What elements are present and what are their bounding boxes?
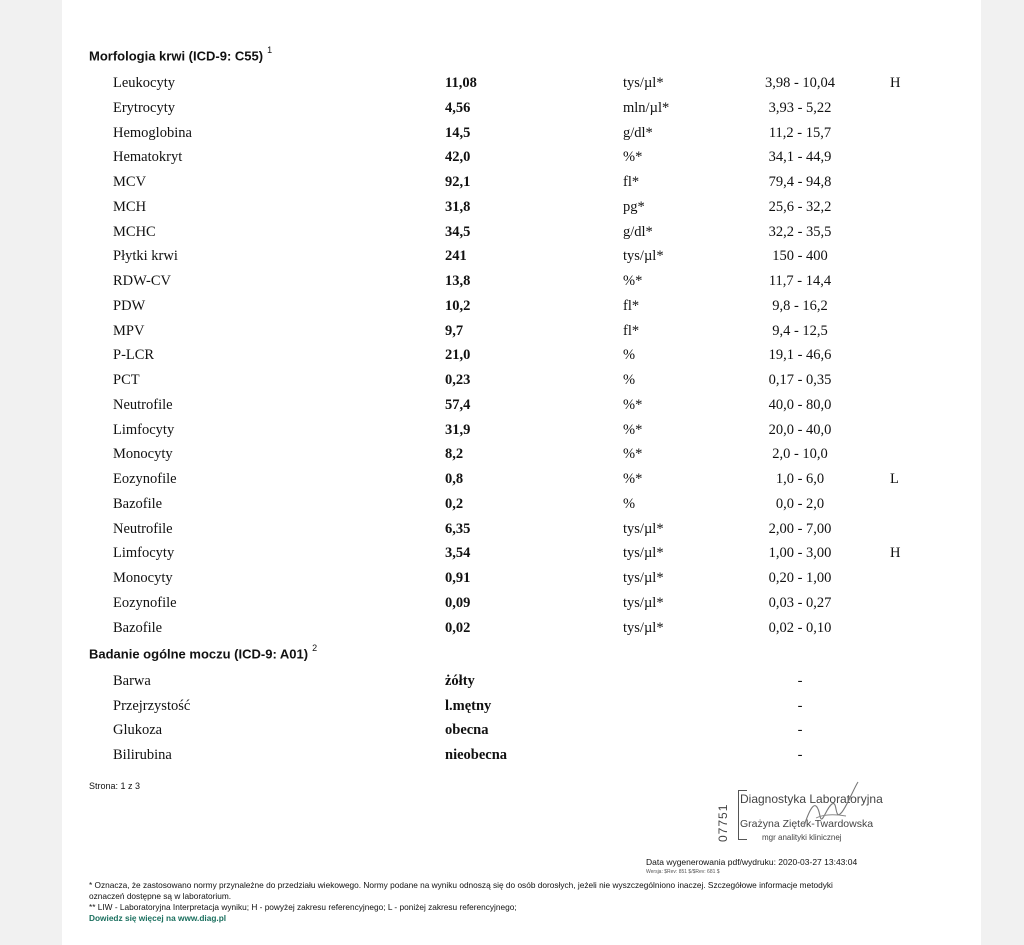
test-unit: g/dl* xyxy=(623,124,653,141)
test-value: 0,23 xyxy=(445,372,471,388)
test-name: P-LCR xyxy=(113,347,155,364)
test-name: Eozynofile xyxy=(113,471,177,487)
reference-range: 9,8 - 16,2 xyxy=(772,297,828,314)
test-unit: tys/µl* xyxy=(623,75,664,91)
test-unit: %* xyxy=(623,149,643,166)
table-row xyxy=(0,199,1024,221)
table-row xyxy=(0,75,1024,97)
reference-range: 11,2 - 15,7 xyxy=(768,124,832,141)
test-name: RDW-CV xyxy=(113,273,171,289)
test-name: Leukocyty xyxy=(113,75,176,91)
lab-stamp xyxy=(716,778,886,844)
test-name: Bazofile xyxy=(113,619,163,636)
test-name: PDW xyxy=(113,297,146,314)
table-row xyxy=(0,496,1024,518)
section-title-urine xyxy=(89,645,317,661)
table-row xyxy=(0,323,1024,345)
more-info-link[interactable]: Dowiedz się więcej na www.diag.pl xyxy=(89,913,227,923)
test-name: Bazofile xyxy=(113,495,163,512)
test-value: żółty xyxy=(445,673,475,689)
page-number: Strona: 1 z 3 xyxy=(89,781,141,791)
test-unit: mln/µl* xyxy=(623,99,670,116)
footnote-3: ** LIW - Laboratoryjna Interpretacja wyniku; H - powyżej zakresu referencyjnego; L - poniżej zakresu referencyjnego; xyxy=(89,902,517,912)
table-row xyxy=(0,248,1024,270)
test-value: 0,2 xyxy=(445,495,464,512)
reference-range: 40,0 - 80,0 xyxy=(768,396,832,413)
test-name: Glukoza xyxy=(113,722,163,738)
reference-range: - xyxy=(797,697,803,714)
reference-range: 2,0 - 10,0 xyxy=(772,446,828,463)
table-row xyxy=(0,698,1024,720)
table-row xyxy=(0,174,1024,196)
test-value: 31,8 xyxy=(445,198,471,215)
reference-range: 2,00 - 7,00 xyxy=(768,520,832,537)
test-value: nieobecna xyxy=(445,746,508,763)
test-unit: tys/µl* xyxy=(623,594,664,611)
reference-range: 19,1 - 46,6 xyxy=(768,347,832,364)
test-name: Hematokryt xyxy=(113,149,183,166)
test-unit: fl* xyxy=(623,174,640,190)
reference-range: 9,4 - 12,5 xyxy=(772,322,828,339)
test-value: 34,5 xyxy=(445,223,471,240)
table-row xyxy=(0,347,1024,369)
table-row xyxy=(0,595,1024,617)
reference-range: 11,7 - 14,4 xyxy=(768,273,832,289)
reference-range: 20,0 - 40,0 xyxy=(768,421,832,438)
reference-range: 0,02 - 0,10 xyxy=(768,619,832,636)
test-value: 6,35 xyxy=(445,520,471,537)
result-flag: H xyxy=(890,545,901,562)
section-note: 1 xyxy=(267,45,273,55)
table-row xyxy=(0,273,1024,295)
reference-range: 150 - 400 xyxy=(772,248,828,265)
test-name: Neutrofile xyxy=(113,520,173,537)
reference-range: 1,00 - 3,00 xyxy=(768,545,832,562)
result-flag: L xyxy=(890,471,899,487)
table-row xyxy=(0,397,1024,419)
test-value: 10,2 xyxy=(445,297,471,314)
reference-range: 0,0 - 2,0 xyxy=(775,495,825,512)
table-row xyxy=(0,722,1024,744)
test-value: 57,4 xyxy=(445,396,471,413)
test-unit: %* xyxy=(623,421,643,438)
test-name: Monocyty xyxy=(113,446,173,463)
table-row xyxy=(0,100,1024,122)
test-unit: tys/µl* xyxy=(623,520,664,537)
stamp-line-1: Diagnostyka Laboratoryjna xyxy=(740,792,883,806)
table-row xyxy=(0,673,1024,695)
table-row xyxy=(0,149,1024,171)
reference-range: 79,4 - 94,8 xyxy=(768,174,832,190)
test-unit: g/dl* xyxy=(623,223,653,240)
test-unit: %* xyxy=(623,446,643,463)
test-unit: tys/µl* xyxy=(623,545,664,562)
table-row xyxy=(0,224,1024,246)
table-row xyxy=(0,422,1024,444)
version-info: Wersja: $Rev: 851 $/$Rev: 681 $ xyxy=(646,869,720,875)
signature-image xyxy=(776,778,886,838)
footnote-1: * Oznacza, że zastosowano normy przynależne do przedziału wiekowego. Normy podane na wyniku odnoszą się do osób dorosłych, jeżeli nie wyszczególniono inaczej. Szczegółowe informacje metodyki xyxy=(89,880,833,890)
test-name: Monocyty xyxy=(113,570,173,586)
test-unit: % xyxy=(623,347,636,364)
test-unit: fl* xyxy=(623,322,640,339)
test-name: Bilirubina xyxy=(113,746,172,763)
reference-range: 3,93 - 5,22 xyxy=(768,99,832,116)
table-row xyxy=(0,521,1024,543)
test-value: 11,08 xyxy=(445,75,477,91)
table-row xyxy=(0,446,1024,468)
table-row xyxy=(0,620,1024,642)
test-name: Hemoglobina xyxy=(113,124,192,141)
test-name: Limfocyty xyxy=(113,421,175,438)
table-row xyxy=(0,545,1024,567)
test-unit: % xyxy=(623,495,636,512)
reference-range: 3,98 - 10,04 xyxy=(764,75,836,91)
section-title-text: Badanie ogólne moczu (ICD-9: A01) xyxy=(89,646,309,662)
table-row xyxy=(0,747,1024,769)
reference-range: - xyxy=(797,722,803,738)
stamp-line-3: mgr analityki klinicznej xyxy=(762,833,842,842)
test-name: MCH xyxy=(113,198,147,215)
test-unit: %* xyxy=(623,273,643,289)
footnote-2: oznaczeń dostępne są w laboratorium. xyxy=(89,891,232,901)
stamp-number: 07751 xyxy=(716,803,730,842)
test-name: Płytki krwi xyxy=(113,248,178,265)
test-unit: tys/µl* xyxy=(623,619,664,636)
test-unit: tys/µl* xyxy=(623,248,664,265)
test-name: Erytrocyty xyxy=(113,99,176,116)
test-value: 21,0 xyxy=(445,347,471,364)
test-name: MPV xyxy=(113,322,145,339)
reference-range: 0,20 - 1,00 xyxy=(768,570,832,586)
test-value: 92,1 xyxy=(445,174,471,190)
table-row xyxy=(0,570,1024,592)
test-unit: % xyxy=(623,372,636,388)
test-name: MCHC xyxy=(113,223,156,240)
table-row xyxy=(0,125,1024,147)
section-title-morphology xyxy=(89,47,272,63)
test-value: l.mętny xyxy=(445,697,492,714)
test-value: 31,9 xyxy=(445,421,471,438)
table-row xyxy=(0,372,1024,394)
test-value: 241 xyxy=(445,248,467,265)
test-name: Limfocyty xyxy=(113,545,175,562)
reference-range: 25,6 - 32,2 xyxy=(768,198,832,215)
section-title-text: Morfologia krwi (ICD-9: C55) xyxy=(89,48,264,64)
test-name: Przejrzystość xyxy=(113,697,191,714)
test-name: MCV xyxy=(113,174,147,190)
test-value: 0,02 xyxy=(445,619,471,636)
test-unit: fl* xyxy=(623,297,640,314)
reference-range: 34,1 - 44,9 xyxy=(768,149,832,166)
reference-range: 32,2 - 35,5 xyxy=(768,223,832,240)
reference-range: 0,17 - 0,35 xyxy=(768,372,832,388)
test-value: 0,8 xyxy=(445,471,464,487)
reference-range: 1,0 - 6,0 xyxy=(775,471,825,487)
test-value: 4,56 xyxy=(445,99,471,116)
reference-range: - xyxy=(797,673,803,689)
test-name: PCT xyxy=(113,372,140,388)
test-name: Neutrofile xyxy=(113,396,173,413)
test-unit: pg* xyxy=(623,198,645,215)
reference-range: 0,03 - 0,27 xyxy=(768,594,832,611)
stamp-line-2: Grażyna Ziętek-Twardowska xyxy=(740,818,874,830)
reference-range: - xyxy=(797,746,803,763)
test-value: 0,09 xyxy=(445,594,471,611)
test-name: Barwa xyxy=(113,673,151,689)
test-value: obecna xyxy=(445,722,489,738)
test-value: 14,5 xyxy=(445,124,471,141)
test-unit: %* xyxy=(623,471,643,487)
test-value: 13,8 xyxy=(445,273,471,289)
test-value: 9,7 xyxy=(445,322,464,339)
test-name: Eozynofile xyxy=(113,594,177,611)
test-unit: tys/µl* xyxy=(623,570,664,586)
table-row xyxy=(0,471,1024,493)
section-note: 2 xyxy=(312,643,318,653)
test-value: 42,0 xyxy=(445,149,471,166)
generated-date: Data wygenerowania pdf/wydruku: 2020-03-27 13:43:04 xyxy=(646,857,858,867)
test-value: 8,2 xyxy=(445,446,464,463)
table-row xyxy=(0,298,1024,320)
test-value: 0,91 xyxy=(445,570,471,586)
test-value: 3,54 xyxy=(445,545,471,562)
test-unit: %* xyxy=(623,396,643,413)
result-flag: H xyxy=(890,75,901,91)
